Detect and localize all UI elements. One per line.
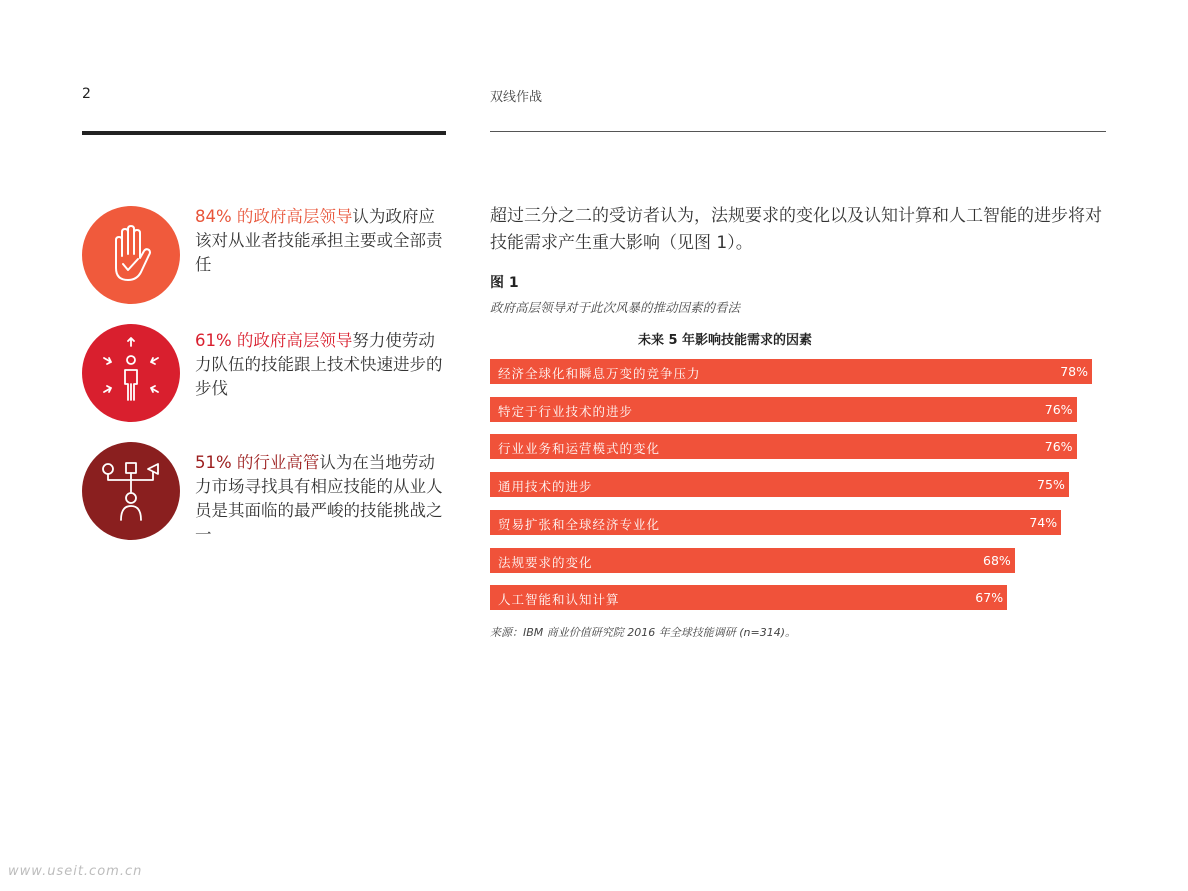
hand-check-icon <box>82 206 180 304</box>
page-number: 2 <box>82 86 91 102</box>
bar-category-label: 经济全球化和瞬息万变的竞争压力 <box>498 366 701 381</box>
stat-text-3 <box>195 451 443 547</box>
bar-category-label: 贸易扩张和全球经济专业化 <box>498 516 661 532</box>
bar <box>490 434 1077 459</box>
stat-text-1 <box>195 205 443 277</box>
stat-highlight-3: 51% 的行业高管 <box>195 453 320 472</box>
bar-category-label: 法规要求的变化 <box>498 554 593 570</box>
figure-source: 来源：IBM 商业价值研究院 2016 年全球技能调研 (n=314)。 <box>490 626 797 639</box>
bar-chart <box>490 356 1110 616</box>
stat-text-2 <box>195 329 443 401</box>
figure-subtitle: 政府高层领导对于此次风暴的推动因素的看法 <box>490 300 741 315</box>
bar <box>490 585 1007 610</box>
bar-category-label: 行业业务和运营模式的变化 <box>498 441 661 457</box>
bar <box>490 472 1069 497</box>
bar <box>490 397 1077 422</box>
bar-category-label: 人工智能和认知计算 <box>498 592 620 608</box>
bar-value-label: 78% <box>1060 364 1088 379</box>
bar-value-label: 75% <box>1037 477 1065 493</box>
stat-highlight-1: 84% 的政府高层领导 <box>195 207 353 226</box>
bar-value-label: 76% <box>1044 439 1073 455</box>
stat-rest-3: 认为在当地劳动力市场寻找具有相应技能的从业人员是其面临的最严峻的技能挑战之一 <box>195 453 443 544</box>
bar <box>490 510 1061 535</box>
figure-label: 图 1 <box>490 275 519 291</box>
stat-rest-2: 努力使劳动力队伍的技能跟上技术快速进步的步伐 <box>195 331 443 398</box>
right-divider <box>490 131 1106 132</box>
header-title: 双线作战 <box>490 90 543 105</box>
watermark: www.useit.com.cn <box>8 864 143 879</box>
bar-category-label: 特定于行业技术的进步 <box>498 403 634 419</box>
intro-paragraph: 超过三分之二的受访者认为，法规要求的变化以及认知计算和人工智能的进步将对技能需求产生重大影响（见图 1）。 <box>490 206 1102 253</box>
bar <box>490 359 1092 384</box>
bar <box>490 548 1015 573</box>
bar-value-label: 67% <box>975 590 1004 606</box>
bar-category-label: 通用技术的进步 <box>498 479 593 495</box>
bar-value-label: 74% <box>1029 514 1058 530</box>
person-network-icon <box>82 442 180 540</box>
stat-highlight-2: 61% 的政府高层领导 <box>195 331 353 350</box>
person-arrows-icon <box>82 324 180 422</box>
left-divider <box>82 131 446 135</box>
stat-rest-1: 认为政府应该对从业者技能承担主要或全部责任 <box>195 207 443 274</box>
bar-value-label: 68% <box>983 552 1011 568</box>
chart-title: 未来 5 年影响技能需求的因素 <box>637 333 813 348</box>
bar-value-label: 76% <box>1044 401 1073 417</box>
